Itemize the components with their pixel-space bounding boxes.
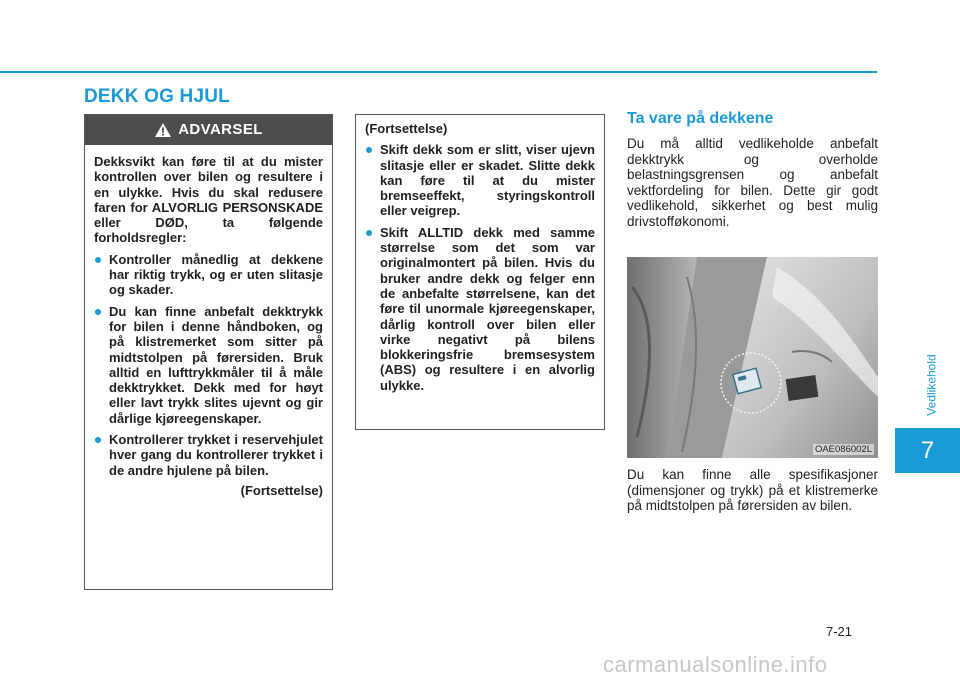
warning-intro: Dekksvikt kan føre til at du mister kontrollen over bilen og resultere i en ulykke. Hvis du skal redusere faren for ALVORLIG PERSONSKADE eller DØD, ta følgende forholdsregler: <box>94 154 323 246</box>
care-paragraph-1: Du må alltid vedlikeholde anbefalt dekktrykk og overholde belastningsgrensen og anbefalt vektfordeling for bilen. Dette gir godt vedlikehold, sikkerhet og best mulig drivstofføkonomi. <box>627 136 878 229</box>
warning-bullet: Kontrollerer trykket i reservehjulet hver gang du kontrollerer trykket i de andre hjulene på bilen. <box>94 432 323 478</box>
header-rule <box>0 71 877 73</box>
section-title: DEKK OG HJUL <box>84 86 230 107</box>
watermark: carmanualsonline.info <box>603 652 828 677</box>
chapter-name: Vedlikehold <box>925 354 940 416</box>
warning-heading: ADVARSEL <box>178 121 263 139</box>
page-number: 7-21 <box>826 624 853 639</box>
continuation-bullet-list <box>365 142 595 393</box>
warning-bullet: Du kan finne anbefalt dekktrykk for bilen i denne håndboken, og på klistremerket som sitter på midtstolpen på førersiden. Bruk alltid en lufttrykkmåler til å måle dekktrykket. Dekk med for høyt eller lavt trykk slites ujevnt og gir dårlige kjøreegenskaper. <box>94 304 323 426</box>
warning-header <box>85 115 332 145</box>
warning-bullet-list <box>94 252 323 478</box>
side-tab-label <box>905 346 959 424</box>
door-pillar-illustration <box>627 257 878 458</box>
image-code: OAE086002L <box>814 444 872 455</box>
warning-triangle-icon <box>154 122 172 138</box>
care-title: Ta vare på dekkene <box>627 110 774 127</box>
continuation-bullet: Skift dekk som er slitt, viser ujevn slitasje eller er skadet. Slitte dekk kan føre til at du mister bremseeffekt, styringskontroll eller veigrep. <box>365 142 595 218</box>
continued-label: (Fortsettelse) <box>240 482 323 498</box>
warning-box <box>84 114 333 590</box>
continuation-bullet: Skift ALLTID dekk med samme størrelse som det som var originalmontert på bilen. Hvis du bruker andre dekk og felger enn de anbefalte størrelsene, kan det føre til unormale kjøreegenskaper, dårlig kontroll over bilen eller virke negativt på bilens blokkeringsfrie bremsesystem (ABS) og resultere i en alvorlig ulykke. <box>365 225 595 393</box>
door-pillar-photo <box>627 257 878 458</box>
continuation-box <box>355 114 605 430</box>
warning-bullet: Kontroller månedlig at dekkene har riktig trykk, og er uten slitasje og skader. <box>94 252 323 298</box>
chapter-tab: 7 <box>895 428 960 473</box>
care-paragraph-2: Du kan finne alle spesifikasjoner (dimensjoner og trykk) på et klistremerke på midtstolpen på førersiden av bilen. <box>627 467 878 514</box>
continuation-heading: (Fortsettelse) <box>365 121 448 136</box>
